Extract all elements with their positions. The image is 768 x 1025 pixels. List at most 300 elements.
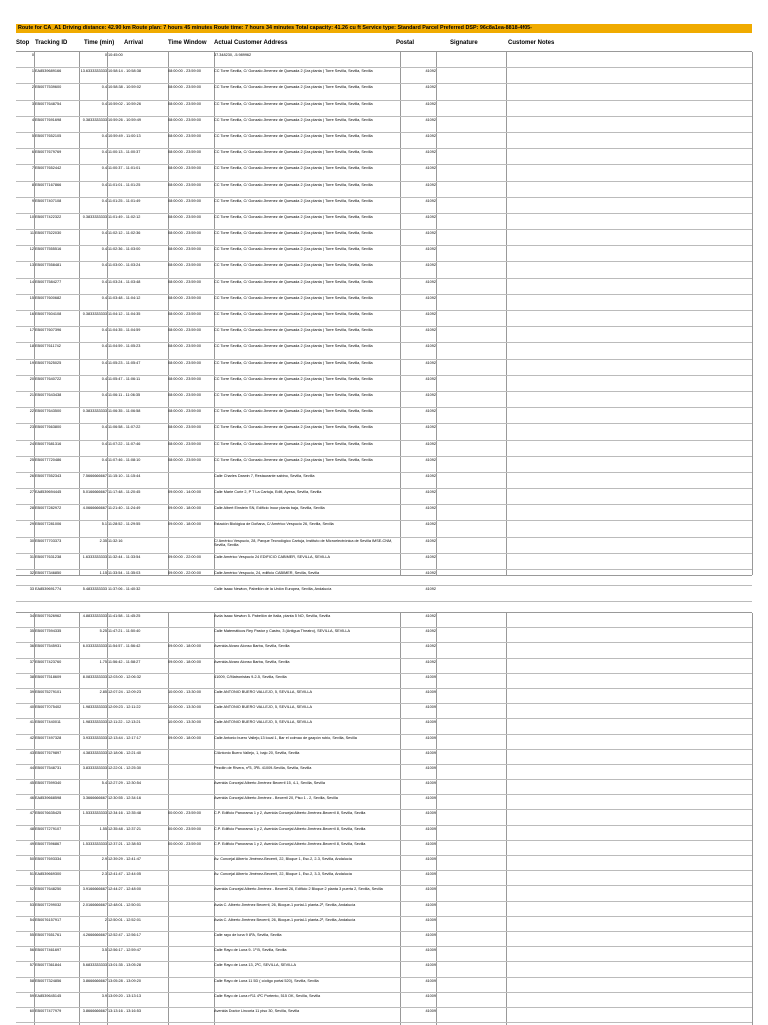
postal-code: 41092 [425,150,436,155]
arrival-time: 10:58:14 - 10:58:38 [108,69,141,74]
time-window: 08:00:00 - 23:59:00 [168,133,201,138]
arrival-time: 12:03:00 - 12:06:32 [108,674,141,679]
time-min: 0.3833333333 [82,409,107,414]
customer-address: CC Torre Sevilla, C/ Gonzalo Jimenez de Quesada 2 (1ra planta ) Torre Sevilla, Sevilla, Sevilla [214,214,373,219]
customer-address: CC Torre Sevilla, C/ Gonzalo Jimenez de Quesada 2 (1ra planta ) Torre Sevilla, Sevilla, Sevilla [214,85,373,90]
arrival-time: 13:01:35 - 13:05:28 [108,963,141,968]
stop-number: 30 [29,538,34,543]
arrival-time: 13:05:28 - 13:09:20 [108,978,141,983]
time-min: 2.3 [101,872,107,877]
table-row [16,826,752,841]
stop-number: 24 [29,441,34,446]
postal-code: 41009 [425,705,436,710]
arrival-time: 11:32:16 [108,538,123,543]
postal-code: 41092 [425,522,436,527]
table-row [16,871,752,886]
arrival-time: 11:32:44 - 11:33:54 [108,554,141,559]
stop-number: 1 [31,69,34,74]
arrival-time: 11:33:54 - 11:35:03 [108,571,141,575]
postal-code: 41092 [425,198,436,203]
customer-address: CC Torre Sevilla, C/ Gonzalo Jimenez de Quesada 2 (1ra planta ) Torre Sevilla, Sevilla, Sevilla [214,182,373,187]
postal-code: 41009 [425,781,436,786]
table-row [16,1008,752,1023]
tracking-id: EB0077648250 [35,887,62,892]
postal-code: 41092 [425,295,436,300]
stop-number: 2 [31,85,34,90]
customer-address: 41009, C/Matronistas 9-2-5, Sevilla, Sevilla [214,674,287,679]
time-min: 3.8333333333 [82,765,107,770]
tracking-id: EB0077626962 [35,614,62,618]
tracking-id: EB0076157917 [35,917,62,922]
postal-code: 41092 [425,328,436,333]
time-min: 0.4 [101,376,107,381]
table-row [16,704,752,719]
time-window: 08:00:00 - 23:59:00 [168,263,201,268]
tracking-id: EA8539691774 [35,587,62,592]
time-min: 2.9 [101,857,107,861]
tracking-id: EB0077611742 [35,344,61,349]
postal-code: 41009 [425,765,436,770]
customer-address: Estación Biológica de Doñana, C/ Américo Vespucio 26, Sevilla, Sevilla [214,522,334,527]
postal-code: 41009 [425,948,436,953]
time-min: 0.4 [101,328,107,333]
tracking-id: EB0077545931 [35,644,62,649]
postal-code: 41092 [425,117,436,122]
stop-number: 51 [29,872,34,877]
table-row [16,765,752,780]
arrival-time: 11:06:35 - 11:06:58 [108,409,141,414]
arrival-time: 12:09:23 - 12:11:22 [108,705,141,710]
time-window: 08:00:00 - 23:59:00 [168,376,201,381]
arrival-time: 11:05:23 - 11:05:47 [108,360,141,365]
time-min: 0.4 [101,441,107,446]
arrival-time: 11:03:24 - 11:03:48 [108,279,141,284]
arrival-time: 11:54:57 - 11:56:42 [108,644,141,649]
stop-number: 10 [29,214,34,219]
time-window: 09:00:00 - 22:00:00 [168,571,201,575]
customer-address: CC Torre Sevilla, C/ Gonzalo Jimenez de Quesada 2 (1ra planta ) Torre Sevilla, Sevilla, Sevilla [214,69,373,74]
tracking-id: EB0077281006 [35,522,62,527]
tracking-id: EB0077703373 [35,538,62,543]
postal-code: 41092 [425,614,436,618]
tracking-id: EB0077167866 [35,182,62,187]
arrival-time: 12:34:16 - 12:35:48 [108,811,141,816]
table-row [16,262,752,278]
customer-address: Calle Rayo de Luna nº11 4ºC Portento, 515 OK, Sevilla, Sevilla [214,993,321,998]
time-min: 0.4 [101,344,107,349]
time-min: 0.4 [101,150,107,155]
tracking-id: EB0077652442 [35,166,62,171]
postal-code: 41092 [425,231,436,236]
stop-number: 11 [30,231,34,236]
postal-code: 41092 [425,263,436,268]
arrival-time: 12:44:27 - 12:48:00 [108,887,141,892]
postal-code: 41092 [425,344,436,349]
customer-address: Pezdlin de Rivera, nº3, 3ºB. 41009-Sevilla, Sevilla, Sevilla [214,765,312,770]
tracking-id: EB0077548731 [35,765,62,770]
table-row [16,917,752,932]
col-address: Actual Customer Address [214,40,288,46]
time-window: 08:00:00 - 23:59:00 [168,150,201,155]
postal-code: 41092 [425,425,436,430]
postal-code: 41092 [425,490,436,495]
time-window: 00:00:00 - 23:59:00 [168,841,201,846]
postal-code: 41092 [425,554,436,559]
arrival-time: 11:37:06 - 11:40:32 [108,587,141,592]
postal-code: 41009 [425,735,436,740]
arrival-time: 12:35:48 - 12:37:21 [108,826,141,831]
tracking-id: EA8539689166 [35,69,62,74]
tracking-id: EB0077461697 [35,948,62,953]
time-window: 08:00:00 - 23:59:00 [168,457,201,462]
stop-number: 38 [29,674,34,679]
customer-address: CC Torre Sevilla, C/ Gonzalo Jimenez de Quesada 2 (1ra planta ) Torre Sevilla, Sevilla, Sevilla [214,409,373,414]
arrival-time: 12:56:17 - 12:59:47 [108,948,141,953]
time-min: 0.4 [101,85,107,90]
postal-code: 41009 [425,872,436,877]
time-min: 2.85 [99,689,107,694]
postal-code: 41009 [425,1008,436,1013]
arrival-time: 12:50:01 - 12:52:01 [108,917,141,922]
table-row [16,586,752,602]
time-min: 1.6333333333 [82,554,107,559]
time-window: 08:00:00 - 23:59:00 [168,231,201,236]
stop-number: 35 [29,629,34,634]
arrival-time: 11:03:00 - 11:03:24 [108,263,141,268]
customer-address: CC Torre Sevilla, C/ Gonzalo Jimenez de Quesada 2 (1ra planta ) Torre Sevilla, Sevilla, Sevilla [214,133,373,138]
table-row [16,343,752,359]
table-row [16,360,752,376]
postal-code: 41092 [425,376,436,381]
table-row [16,198,752,214]
customer-address: Calle Charles Darwin 7, Restaurante sabino, Sevilla, Sevilla [214,473,315,478]
tracking-id: EA8539668598 [35,796,62,801]
stop-number: 3 [31,101,34,106]
postal-code: 41009 [425,963,436,968]
tracking-id: EB0077640722 [35,376,62,381]
time-min: 0.4 [101,425,107,430]
stop-number: 57 [29,963,34,968]
customer-address: Avenida Alvaro Alonso Barba, Sevilla, Sevilla [214,659,290,664]
stop-number: 6 [31,150,34,155]
time-window: 08:00:00 - 23:59:00 [168,214,201,219]
time-window: 08:00:00 - 23:59:00 [168,101,201,106]
time-min: 5.6833333333 [82,963,107,968]
time-min: 1.75 [99,659,107,664]
stop-number: 5 [31,133,34,138]
postal-code: 41092 [425,182,436,187]
tracking-id: EB0077477979 [35,1008,62,1013]
table-row [16,902,752,917]
column-divider [752,52,753,575]
stop-number: 53 [29,902,34,907]
time-min: 0.4 [101,231,107,236]
table-row [16,521,752,537]
time-min: 0.4 [101,263,107,268]
table-row [16,932,752,947]
tracking-id: EB0077643500 [35,409,62,414]
customer-address: Calle ANTONIO BUERO VALLEJO, 5, SEVILLA, SEVILLA [214,689,312,694]
time-window: 08:00:00 - 23:59:00 [168,182,201,187]
tracking-id: EB0077522030 [35,231,62,236]
arrival-time: 11:07:46 - 11:08:10 [108,457,141,462]
table-row [16,810,752,825]
time-window: 08:00:00 - 23:59:00 [168,166,201,171]
tracking-id: EB0077596867 [35,841,62,846]
tracking-id: EB0077631238 [35,554,62,559]
stop-number: 15 [29,295,34,300]
tracking-id: EB0077346850 [35,571,62,575]
col-tracking-id: Tracking ID [35,40,68,46]
arrival-time: 11:07:22 - 11:07:46 [108,441,141,446]
table-row [16,165,752,181]
customer-address: Calle ANTONIO BUERO VALLEJO, 5, SEVILLA, SEVILLA [214,720,312,725]
tracking-id: EB0077279107 [35,826,62,831]
time-min: 2.35 [99,538,107,543]
time-min: 1.9833333333 [82,705,107,710]
customer-address: CC Torre Sevilla, C/ Gonzalo Jimenez de Quesada 2 (1ra planta ) Torre Sevilla, Sevilla, Sevilla [214,344,373,349]
time-window: 08:00:00 - 23:59:00 [168,295,201,300]
postal-code: 41092 [425,214,436,219]
postal-code: 41009 [425,993,436,998]
arrival-time: 11:04:35 - 11:04:59 [108,328,141,333]
time-window: 08:00:00 - 23:59:00 [168,392,201,397]
stop-number: 22 [29,409,34,414]
table-row [16,133,752,149]
customer-address: CC Torre Sevilla, C/ Gonzalo Jimenez de Quesada 2 (1ra planta ) Torre Sevilla, Sevilla, Sevilla [214,425,373,430]
time-min: 1.15 [99,571,107,575]
table-row [16,457,752,473]
postal-code: 41092 [425,101,436,106]
tracking-id: EB0077440011 [35,720,61,725]
time-window: 08:00:00 - 23:59:00 [168,117,201,122]
customer-address: Avenida Doctor Lincoria 11 piso 30, Sevilla, Sevilla [214,1008,300,1013]
stop-number: 9 [31,198,34,203]
tracking-id: EB0077599340 [35,781,62,786]
arrival-time: 12:13:44 - 12:17:17 [108,735,141,740]
stop-number: 36 [29,644,34,649]
time-min: 1.55 [99,826,107,831]
arrival-time: 11:06:58 - 11:07:22 [108,425,141,430]
time-window: 08:00:00 - 23:59:00 [168,425,201,430]
table-row [16,117,752,133]
stop-number: 20 [29,376,34,381]
stop-number: 4 [31,117,34,122]
postal-code: 41092 [425,166,436,171]
customer-address: C/Antonio Buero Vallejo, 1, bajo 20, Sevilla, Sevilla [214,750,300,755]
arrival-time: 11:05:47 - 11:06:11 [108,376,141,381]
stop-number: 12 [29,247,34,252]
tracking-id: EB0077558481 [35,263,62,268]
stop-number: 43 [29,750,34,755]
arrival-time: 10:59:26 - 10:59:49 [108,117,141,122]
stop-number: 26 [29,473,34,478]
table-row [16,538,752,554]
tracking-id: EB0077539600 [35,85,62,90]
table-row [16,947,752,962]
customer-address: CC Torre Sevilla, C/ Gonzalo Jimenez de Quesada 2 (1ra planta ) Torre Sevilla, Sevilla, Sevilla [214,101,373,106]
arrival-time: 12:18:06 - 12:21:40 [108,750,141,755]
postal-code: 41092 [425,506,436,511]
table-row [16,84,752,100]
time-window: 08:00:00 - 23:59:00 [168,312,201,316]
time-min: 3.5 [101,948,107,953]
stop-number: 28 [29,506,34,511]
customer-address: C.P. Edificio Panorama 1 y 2, Avenida Concejal Alberto Jiménez-Becerril 8, Sevilla, Sevilla [214,811,366,816]
arrival-time: 11:56:42 - 11:58:27 [108,659,141,664]
arrival-time: 12:48:01 - 12:50:01 [108,902,141,907]
time-window: 09:00:00 - 14:00:00 [168,490,201,495]
customer-address: C.P. Edificio Panorama 1 y 2, Avenida Concejal Alberto Jiménez-Becerril 8, Sevilla, Sevilla [214,841,366,846]
stop-number: 41 [29,720,34,725]
customer-address: 37.348230, -5.989962 [214,53,252,57]
tracking-id: EB0077600682 [35,295,62,300]
col-customer-notes: Customer Notes [508,40,555,46]
table-row [16,962,752,977]
time-window: 09:00:00 - 18:00:00 [168,735,201,740]
tracking-id: EB0076635425 [35,811,62,816]
customer-address: Calle Antonio buero Vallejo,13 local 1, Bar el colmao de gazpón rubio, Sevilla, Sevilla [214,735,357,740]
postal-code: 41092 [425,279,436,284]
time-window: 00:00:00 - 23:59:00 [168,811,201,816]
customer-address: Calle Albert Einstein SN, Edificio Inour planta baja, Sevilla, Sevilla [214,506,325,511]
tracking-id: EB0077607396 [35,328,62,333]
time-window: 09:00:00 - 18:00:00 [168,522,201,527]
postal-code: 41092 [425,659,436,664]
customer-address: CC Torre Sevilla, C/ Gonzalo Jimenez de Quesada 2 (1ra planta ) Torre Sevilla, Sevilla, Sevilla [214,312,373,316]
time-min: 3.3666666667 [82,796,107,801]
time-window: 08:00:00 - 23:59:00 [168,344,201,349]
tracking-id: EB0077604108 [35,312,62,316]
table-row [16,52,752,68]
stop-number: 56 [29,948,34,953]
arrival-time: 11:00:13 - 11:00:37 [108,150,141,155]
customer-address: Avenida Concejal Alberto Jiménez - Becerril 26, Edificio 2 Bloque 2 planta 3 puerta 2, Sevilla, Sevilla [214,887,383,892]
tracking-id: EB0077075402 [35,705,62,710]
stop-number: 34 [29,614,34,618]
time-window: 08:00:00 - 23:59:00 [168,85,201,90]
arrival-time: 12:27:29 - 12:30:54 [108,781,141,786]
time-min: 5.0166666667 [82,490,107,495]
tracking-id: EB0077643438 [35,392,62,397]
tracking-id: EB0077518609 [35,674,62,679]
customer-address: Avenida Concejal Alberto Jiménez Becerril 15, 4-1, Sevilla, Sevilla [214,781,325,786]
arrival-time: 11:17:48 - 11:20:45 [108,490,141,495]
customer-address: Calle Matemáticos Rey Pastor y Castro, 3 (Antigua Theatro), SEVILLA, SEVILLA [214,629,351,634]
time-min: 0.4 [101,457,107,462]
tracking-id: EB0077422322 [35,214,62,219]
table-row [16,505,752,521]
time-min: 0.4 [101,360,107,365]
time-min: 0.4 [101,295,107,300]
stop-number: 19 [29,360,34,365]
postal-code: 41092 [425,247,436,252]
customer-address: Avda Isaac Newton 5- Pabellón de Italia, planta 5 NO, Sevilla, Sevilla [214,614,331,618]
postal-code: 41092 [425,69,436,74]
postal-code: 41009 [425,811,436,816]
table-row [16,993,752,1008]
time-min: 0.3833333333 [82,214,107,219]
stop-number: 25 [29,457,34,462]
arrival-time: 10:45:00 [108,53,123,57]
stop-number: 48 [29,826,34,831]
stop-number: 31 [29,554,34,559]
tracking-id: EA8539669300 [35,872,62,877]
column-divider [752,613,753,1025]
time-window: 10:00:00 - 13:30:00 [168,720,201,725]
stop-number: 0 [31,53,34,57]
postal-code: 41009 [425,902,436,907]
postal-code: 41009 [425,857,436,861]
table-row [16,279,752,295]
time-min: 0.4 [101,166,107,171]
stop-number: 44 [29,765,34,770]
postal-code: 41092 [425,85,436,90]
stop-number: 18 [29,344,34,349]
table-row [16,795,752,810]
customer-address: Calle Rayo de Luna 9- 1º B, Sevilla, Sevilla [214,948,287,953]
arrival-time: 12:07:24 - 12:09:23 [108,689,141,694]
table-row [16,554,752,570]
table-row [16,735,752,750]
postal-code: 41009 [425,796,436,801]
tracking-id: EB0077648754 [35,101,62,106]
customer-address: Avenida Concejal Alberto Jiménez - Becerril 20, Piso 1 - 2, Sevilla, Sevilla [214,796,338,801]
postal-code: 41009 [425,841,436,846]
time-min: 6.0333333333 [82,644,107,649]
tracking-id: EB0077555516 [35,247,62,252]
tracking-id: EB0077552343 [35,473,62,478]
table-row [16,327,752,343]
table-row [16,489,752,505]
customer-address: CC Torre Sevilla, C/ Gonzalo Jimenez de Quesada 2 (1ra planta ) Torre Sevilla, Sevilla, Sevilla [214,263,373,268]
customer-address: Av. Concejal Alberto Jiménez-Becerril, 22, Bloque 1, Esc.2, 3-3, Sevilla, Andalucía [214,872,352,877]
time-min: 2 [104,917,107,922]
stop-number: 60 [29,1008,34,1013]
arrival-time: 11:04:12 - 11:04:35 [108,312,141,316]
stop-number: 37 [29,659,34,664]
postal-code: 41092 [425,629,436,634]
tracking-id: EB0077720486 [35,457,62,462]
customer-address: CC Torre Sevilla, C/ Gonzalo Jimenez de Quesada 2 (1ra planta ) Torre Sevilla, Sevilla, Sevilla [214,166,373,171]
time-min: 0.4 [101,392,107,397]
time-min: 0.4 [101,101,107,106]
customer-address: CC Torre Sevilla, C/ Gonzalo Jimenez de Quesada 2 (1ra planta ) Torre Sevilla, Sevilla, Sevilla [214,279,373,284]
arrival-time: 13:13:16 - 13:16:53 [108,1008,141,1013]
stop-number: 27 [29,490,34,495]
customer-address: CC Torre Sevilla, C/ Gonzalo Jimenez de Quesada 2 (1ra planta ) Torre Sevilla, Sevilla, Sevilla [214,198,373,203]
customer-address: CC Torre Sevilla, C/ Gonzalo Jimenez de Quesada 2 (1ra planta ) Torre Sevilla, Sevilla, Sevilla [214,457,373,462]
customer-address: Calle Américo Vespucio 24 EDIFICIO CABIMER, SEVILLA, SEVILLA [214,554,331,559]
col-stop: Stop [16,40,30,46]
time-window: 00:00:00 - 23:59:00 [168,826,201,831]
stop-number: 45 [29,781,34,786]
postal-code: 41009 [425,674,436,679]
table-row [16,311,752,327]
table-row [16,719,752,734]
customer-address: Avda C. Alberto Jiménez Becerril, 26, Bloque-1 portal-1 planta-2º, Sevilla, Andalucía [214,902,356,907]
arrival-time: 11:00:37 - 11:01:01 [108,166,141,171]
time-min: 5.4 [101,781,107,786]
arrival-time: 12:39:29 - 12:41:47 [108,857,141,861]
table-row [16,182,752,198]
tracking-id: EB0077652105 [35,133,62,138]
time-min: 0.4 [101,247,107,252]
arrival-time: 10:59:02 - 10:59:26 [108,101,141,106]
customer-address: CC Torre Sevilla, C/ Gonzalo Jimenez de Quesada 2 (1ra planta ) Torre Sevilla, Sevilla, Sevilla [214,376,373,381]
time-window: 08:00:00 - 23:59:00 [168,360,201,365]
customer-address: Calle Isaac Newton, Pabellón de la Unión Europea, Sevilla, Andalucía [214,587,332,592]
